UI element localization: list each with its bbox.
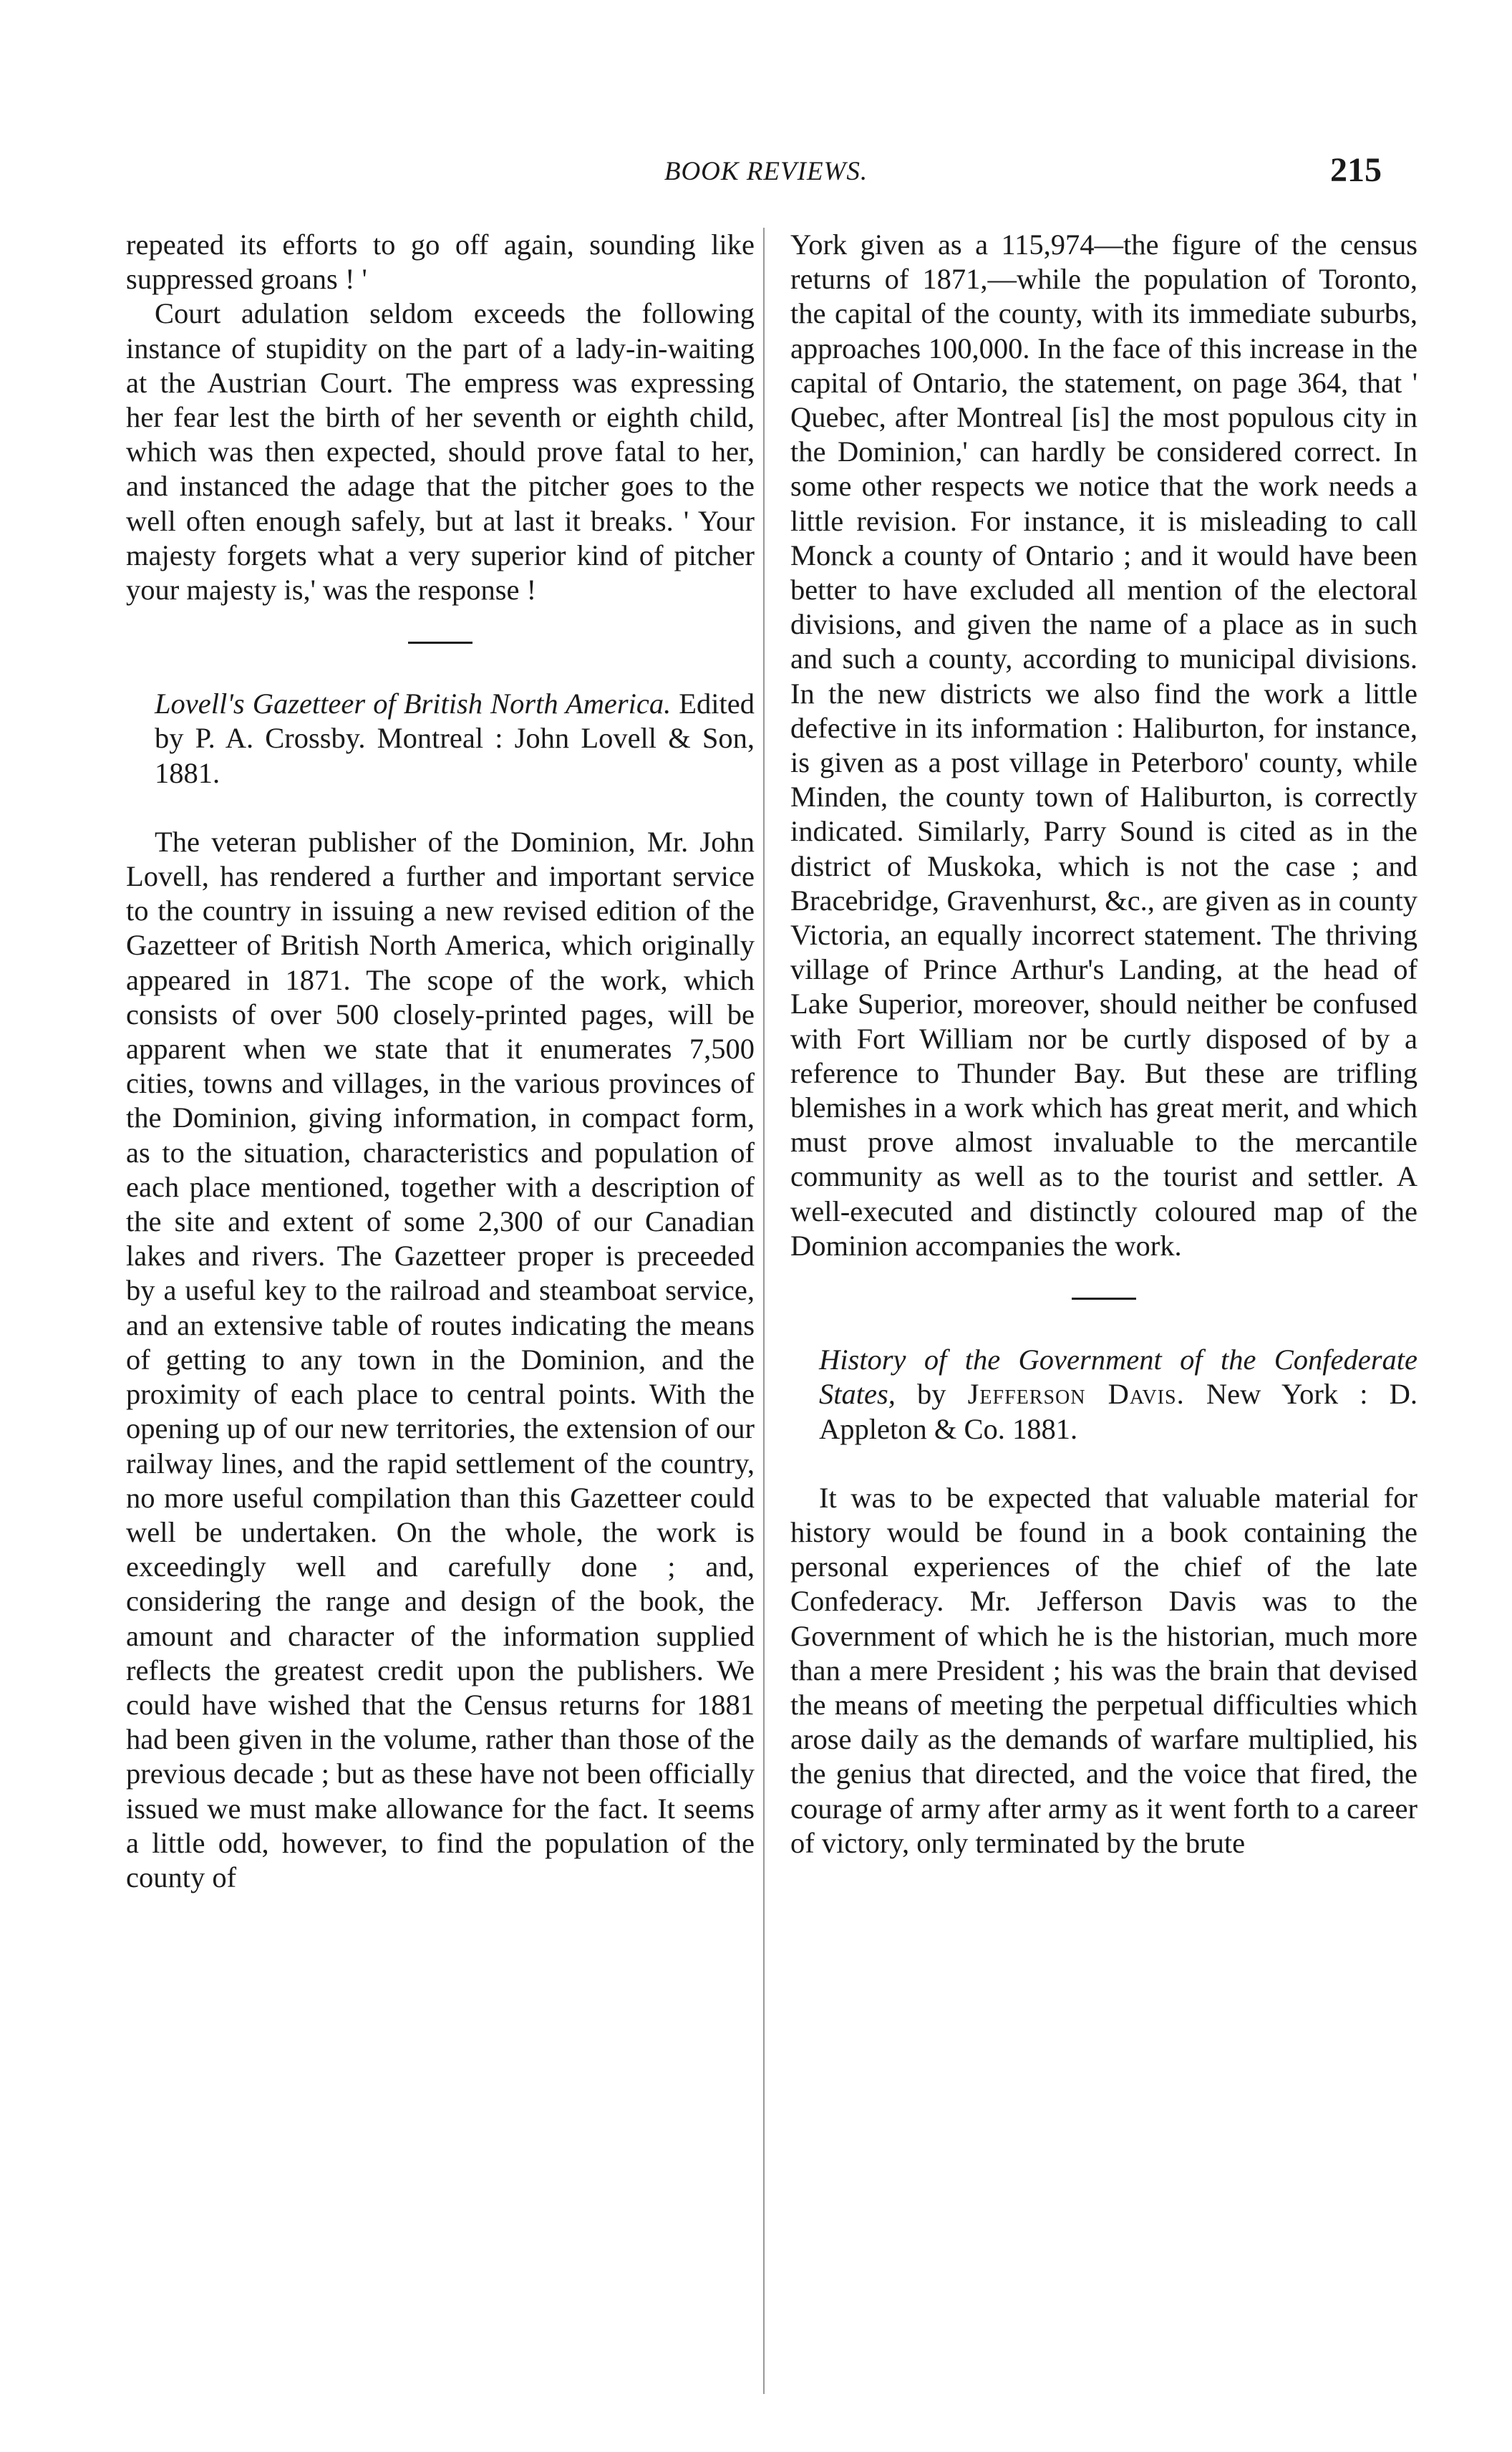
book-publication-info: New York : D. Appleton & Co. 1881. [819, 1378, 1418, 1445]
book-author: Jefferson Davis. [967, 1378, 1185, 1411]
review-heading-gazetteer [126, 687, 755, 791]
book-by: by [917, 1378, 946, 1411]
paragraph-anecdote: Court adulation seldom exceeds the following instance of stupidity on the part of a lady-in-waiting at the Austrian Court. The empress was expressing her fear lest the birth of her seventh or eighth child, which was then expected, should prove fatal to her, and instanced the adage that the pitcher goes to the well often enough safely, but at last it breaks. ' Your majesty forgets what a very superior kind of pitcher your majesty is,' was the response ! [126, 297, 755, 607]
review-heading-confederate [790, 1343, 1418, 1447]
book-publication-info: Edited by P. A. Crossby. Montreal : John Lovell & Son, 1881. [155, 687, 755, 789]
column-divider [763, 228, 765, 2394]
book-title: History of the Government of the Confederate States, [819, 1343, 1418, 1411]
book-title: Lovell's Gazetteer of British North America. [155, 687, 672, 720]
review-body-gazetteer-continued: York given as a 115,974—the figure of the census returns of 1871,—while the population of Toronto, the capital of the county, with its immediate suburbs, approaches 100,000. In the face of this increase in the capital of Ontario, the statement, on page 364, that ' Quebec, after Montreal [is] the most populous city in the Dominion,' can hardly be considered correct. In some other respects we notice that the work needs a little revision. For instance, it is misleading to call Monck a county of Ontario ; and it would have been better to have excluded all mention of the electoral divisions, and given the name of a place as in such and such a county, according to municipal divisions. In the new districts we also find the work a little defective in its information : Haliburton, for instance, is given as a post village in Peterboro' county, while Minden, the county town of Haliburton, is correctly indicated. Similarly, Parry Sound is cited as in the district of Muskoka, which is not the case ; and Bracebridge, Gravenhurst, &c., are given as in county Victoria, an equally incorrect statement. The thriving village of Prince Arthur's Landing, at the head of Lake Superior, moreover, should neither be confused with Fort William nor be curtly disposed of by a reference to Thunder Bay. But these are trifling blemishes in a work which has great merit, and which must prove almost invaluable to the mercantile community as well as to the tourist and settler. A well-executed and distinctly coloured map of the Dominion accompanies the work. [790, 228, 1418, 1262]
review-body-confederate: It was to be expected that valuable material for history would be found in a book containing the personal experiences of the chief of the late Confederacy. Mr. Jefferson Davis was to the Government of which he is the historian, much more than a mere President ; his was the brain that devised the means of meeting the perpetual difficulties which arose daily as the demands of warfare multiplied, his the genius that directed, and the voice that fired, the courage of army after army as it went forth to a career of victory, only terminated by the brute [790, 1481, 1418, 1859]
page-number: 215 [1330, 151, 1382, 189]
left-column [126, 228, 755, 1895]
running-title: BOOK REVIEWS. [664, 157, 868, 186]
review-body-gazetteer: The veteran publisher of the Dominion, Mr. John Lovell, has rendered a further and important service to the country in issuing a new revised edition of the Gazetteer of British North America, which originally appeared in 1871. The scope of the work, which consists of over 500 closely-printed pages, will be apparent when we state that it enumerates 7,500 cities, towns and villages, in the various provinces of the Dominion, giving information, in compact form, as to the situation, characteristics and population of each place mentioned, together with a description of the site and extent of some 2,300 of our Canadian lakes and rivers. The Gazetteer proper is preceeded by a useful key to the railroad and steamboat service, and an extensive table of routes indicating the means of getting to any town in the Dominion, and the proximity of each place to central points. With the opening up of our new territories, the extension of our railway lines, and the rapid settlement of the country, no more useful compilation than this Gazetteer could well be undertaken. On the whole, the work is exceedingly well and carefully done ; and, considering the range and design of the book, the amount and character of the information supplied reflects the greatest credit upon the publishers. We could have wished that the Census returns for 1881 had been given in the volume, rather than those of the previous decade ; but as these have not been officially issued we must make allowance for the fact. It seems a little odd, however, to find the population of the county of [126, 825, 755, 1893]
right-column [790, 228, 1418, 1860]
paragraph-continuation: repeated its efforts to go off again, sounding like suppressed groans ! ' [126, 228, 755, 296]
